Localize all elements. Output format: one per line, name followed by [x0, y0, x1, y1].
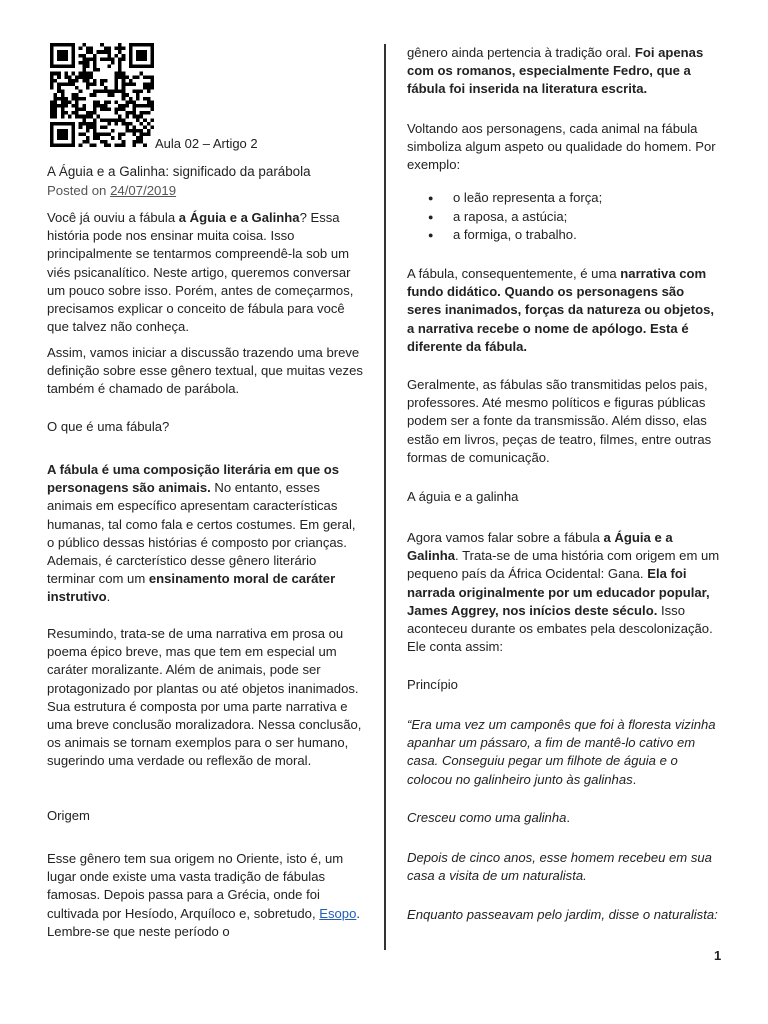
bold-span: A fábula é uma composição literária em que os personagens são animais.: [47, 462, 340, 496]
bold-span: Foi apenas com os romanos, especialmente Fedro, que a fábula foi inserida na literatura escrita.: [407, 45, 704, 97]
story-quote-2: [407, 809, 722, 827]
text-span: Agora vamos falar sobre a fábula: [407, 530, 604, 545]
bold-span: a Águia e a Galinha: [178, 210, 300, 225]
heading-principle: Princípio: [407, 677, 458, 692]
examples-list: [428, 189, 718, 245]
italic-span: . Conseguiu pegar um filhote de águia e o colocou no galinheiro junto às galinhas: [407, 753, 678, 787]
fable-definition-paragraph: [47, 461, 365, 607]
transmission-paragraph: Geralmente, as fábulas são transmitidas pelos pais, professores. Até mesmo políticos e figuras públicas podem ser a fonte da transmissão. Além disso, elas estão em livros, peças de teatro, filmes, entre outras formas de comunicação.: [407, 377, 712, 465]
italic-span: Cresceu como uma galinha: [407, 810, 567, 825]
posted-prefix: Posted on: [47, 183, 111, 198]
esopo-link[interactable]: Esopo: [319, 905, 357, 921]
aula-label: Aula 02 – Artigo 2: [155, 136, 258, 151]
bold-span: Ela foi narrada originalmente por um educador popular, James Aggrey, nos inícios deste século.: [407, 566, 710, 618]
didactic-paragraph: [407, 265, 722, 356]
heading-eagle-hen: A águia e a galinha: [407, 489, 519, 504]
definition-paragraph: Assim, vamos iniciar a discussão trazendo uma breve definição sobre esse gênero textual, que muitas vezes também é chamado de parábola.: [47, 345, 363, 397]
intro-paragraph: [47, 209, 365, 336]
posted-date-link[interactable]: 24/07/2019: [110, 183, 177, 198]
list-item: ● a formiga, o trabalho.: [428, 226, 718, 245]
qr-code-image: [47, 43, 157, 147]
text-span: gênero ainda pertencia à tradição oral.: [407, 45, 635, 60]
posted-line: [47, 182, 176, 200]
heading-what-is-fable: O que é uma fábula?: [47, 419, 170, 434]
text-span: A fábula, consequentemente, é uma: [407, 266, 621, 281]
oral-tradition-paragraph: [407, 44, 722, 99]
article-title: A Águia e a Galinha: significado da parábola: [47, 164, 311, 179]
text-span: Por exemplo:: [407, 139, 716, 173]
eagle-hen-paragraph: [407, 529, 722, 656]
story-quote-4: [407, 906, 722, 924]
heading-origin: Origem: [47, 808, 90, 823]
text-span: .: [106, 589, 111, 605]
text-span: Você já ouviu a fábula: [47, 210, 179, 225]
bold-span: narrativa com fundo didático. Quando os personagens são seres inanimados, forças da natureza ou objetos, a narrativa recebe o nome de apólogo. Esta é diferente da fábula.: [407, 266, 715, 354]
text-span: Voltando aos personagens, cada animal na fábula simboliza algum aspeto ou qualidade do homem.: [407, 121, 698, 155]
column-divider: [384, 44, 386, 950]
text-span: Isso aconteceu durante os embates pela descolonização. Ele conta assim:: [407, 602, 713, 655]
text-span: . Trata-se de uma história com origem em um pequeno país da África Ocidental: Gana.: [407, 548, 720, 582]
italic-span: Enquanto passeavam pelo jardim, disse o naturalista:: [407, 907, 718, 922]
text-span: Esse gênero tem sua origem no Oriente, isto é, um lugar onde existe uma vasta tradição de fábulas famosas. Depois passa para a Grécia, onde foi cultivada por Hesíodo, Arquíloco e, sobretudo,: [47, 851, 344, 921]
italic-span: “Era uma vez um camponês que foi à floresta vizinha apanhar um pássaro, a fim de mantê-lo cativo em casa: [407, 717, 716, 769]
bold-span: a Águia e a Galinha: [407, 530, 673, 564]
italic-span: Depois de cinco anos, esse homem recebeu em sua casa a visita de um naturalista.: [407, 850, 712, 884]
list-item: ● o leão representa a força;: [428, 189, 718, 208]
list-item: ● a raposa, a astúcia;: [428, 208, 718, 227]
text-span: . Lembre-se que neste período o: [47, 905, 361, 939]
origin-paragraph: [47, 850, 365, 941]
story-quote-3: [407, 849, 722, 885]
text-span: .: [632, 771, 637, 787]
text-span: ? Essa história pode nos ensinar muita coisa. Isso principalmente se tentarmos compreendê-la sob um viés psicanalítico. Neste artigo, queremos conversar um pouco sobre isso. Porém, antes de começarmos, precisamos explicar o conceito de fábula para você que talvez não conheça.: [47, 210, 354, 335]
story-quote-1: [407, 716, 722, 789]
summary-paragraph: Resumindo, trata-se de uma narrativa em prosa ou poema épico breve, mas que tem em especial um caráter moralizante. Além de animais, pode ser protagonizado por plantas ou até objetos inanimados. Sua estrutura é composta por uma parte narrativa e uma breve conclusão moralizadora. Nessa conclusão, os animais se tornam exemplos para o ser humano, sugerindo uma verdade ou reflexão de moral.: [47, 626, 362, 769]
page-number: 1: [714, 948, 722, 963]
text-span: .: [566, 810, 571, 825]
text-span: No entanto, esses animais em específico apresentam características humanas, tal como fala e certos costumes. Em geral, o público dessas histórias é composto por crianças. Ademais, é carcterístico desse gênero literário terminar com um: [47, 480, 356, 587]
characters-paragraph: [407, 120, 722, 175]
bold-span: ensinamento moral de caráter instrutivo: [47, 571, 336, 605]
